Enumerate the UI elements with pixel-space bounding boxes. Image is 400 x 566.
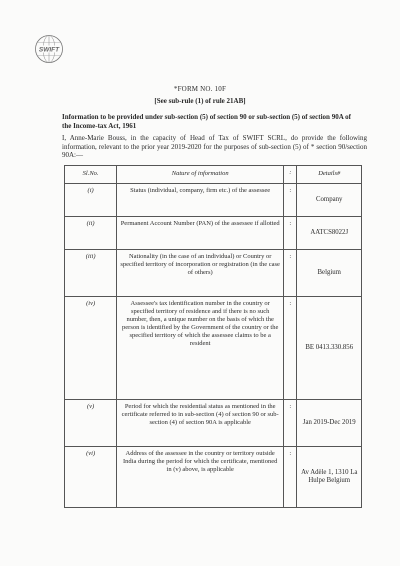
- row-nature: Status (individual, company, firm etc.) of the assessee: [117, 184, 284, 217]
- row-separator: :: [284, 250, 297, 297]
- row-separator: :: [284, 217, 297, 250]
- row-details: Av Adèle 1, 1310 La Hulpe Belgium: [297, 447, 362, 508]
- row-nature: Nationality (in the case of an individual) or Country or specified territory of incorporation or registration (in the case of others): [117, 250, 284, 297]
- header-nature: Nature of information: [117, 166, 284, 184]
- row-nature: Assessee's tax identification number in the country or specified territory of residence and if there is no such number, then, a unique number on the basis of which the person is identified by the Government of the country or the specified territory of which the assessee claims to be a resident: [117, 297, 284, 400]
- row-nature: Permanent Account Number (PAN) of the assessee if allotted: [117, 217, 284, 250]
- row-separator: :: [284, 297, 297, 400]
- table-row: [65, 250, 362, 297]
- table-row: [65, 184, 362, 217]
- declaration-intro: I, Anne-Marie Bouss, in the capacity of Head of Tax of SWIFT SCRL, do provide the following information, relevant to the prior year 2019-2020 for the purposes of sub-section (5) of * section 90/section 90A:—: [62, 134, 367, 159]
- row-nature: Address of the assessee in the country or territory outside India during the period for which the certificate, mentioned in (v) above, is applicable: [117, 447, 284, 508]
- table-row: [65, 297, 362, 400]
- row-separator: :: [284, 400, 297, 447]
- table-row: [65, 447, 362, 508]
- row-sl: (vi): [65, 447, 117, 508]
- row-sl: (ii): [65, 217, 117, 250]
- table-header-row: [65, 166, 362, 184]
- information-heading: Information to be provided under sub-section (5) of section 90 or sub-section (5) of section 90A of the Income-tax Act, 1961: [62, 113, 351, 130]
- swift-globe-logo-icon: [34, 34, 64, 64]
- header-details: Details#: [297, 166, 362, 184]
- row-details: AATCS8022J: [297, 217, 362, 250]
- header-sl-no: Sl.No.: [65, 166, 117, 184]
- row-details: BE 0413.330.856: [297, 297, 362, 400]
- table-row: [65, 400, 362, 447]
- logo-text: SWIFT: [38, 46, 60, 54]
- swift-logo: [34, 34, 64, 64]
- row-sl: (iii): [65, 250, 117, 297]
- row-details: Jan 2019-Dec 2019: [297, 400, 362, 447]
- table-row: [65, 217, 362, 250]
- row-sl: (v): [65, 400, 117, 447]
- row-details: Belgium: [297, 250, 362, 297]
- form-number: *FORM NO. 10F: [173, 85, 227, 93]
- rule-reference: [See sub-rule (1) of rule 21AB]: [154, 97, 246, 105]
- header-separator: :: [284, 166, 297, 184]
- row-separator: :: [284, 447, 297, 508]
- row-sl: (iv): [65, 297, 117, 400]
- row-separator: :: [284, 184, 297, 217]
- information-table: [64, 165, 362, 508]
- row-sl: (i): [65, 184, 117, 217]
- row-details: Company: [297, 184, 362, 217]
- row-nature: Period for which the residential status as mentioned in the certificate referred to in sub-section (4) of section 90 or sub-section (4) of section 90A is applicable: [117, 400, 284, 447]
